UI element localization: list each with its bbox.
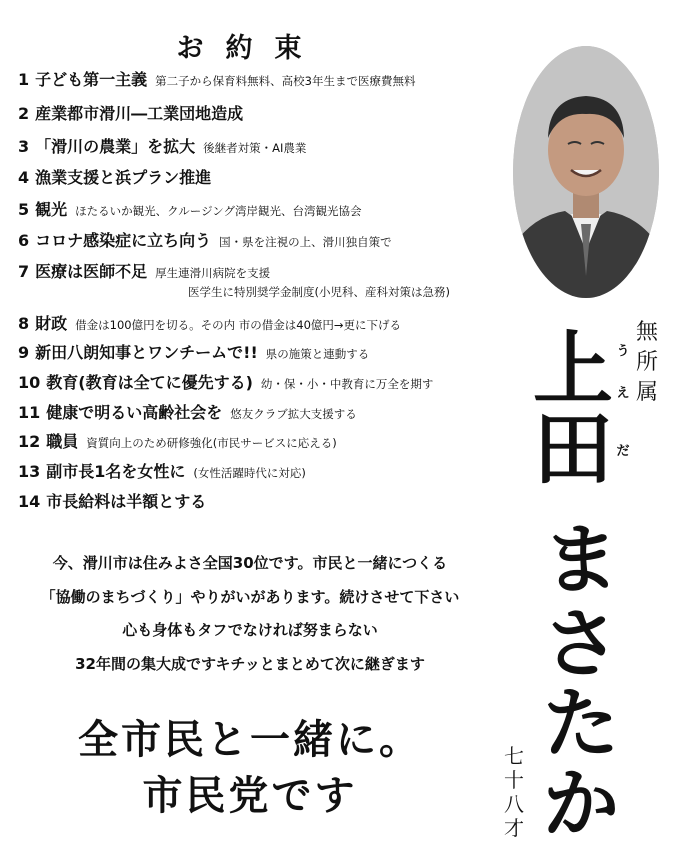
promise-heading: 副市長1名を女性に: [46, 462, 186, 481]
promise-number: 2: [18, 104, 30, 123]
candidate-portrait-icon: [513, 46, 659, 298]
promise-detail-line2: 医学生に特別奨学金制度(小児科、産科対策は急務): [188, 285, 450, 299]
promise-item: [18, 492, 214, 513]
promise-detail: 国・県を注視の上、滑川独自策で: [219, 235, 392, 249]
promise-number: 7: [18, 262, 30, 281]
promise-detail: 第二子から保育料無料、高校3年生まで医療費無料: [155, 74, 416, 88]
promise-heading: 「滑川の農業」を拡大: [35, 137, 196, 156]
promise-item: [18, 168, 219, 189]
affiliation-label: 無 所 属: [635, 320, 658, 405]
promise-heading: 産業都市滑川―工業団地造成: [35, 104, 244, 123]
promise-number: 11: [18, 403, 41, 422]
promise-detail: 厚生連滑川病院を支援: [155, 266, 271, 280]
promise-item: [18, 343, 369, 364]
promise-item: [18, 104, 251, 125]
promise-heading: 健康で明るい高齢社会を: [46, 403, 223, 422]
promise-heading: 教育(教育は全てに優先する): [46, 373, 253, 392]
candidate-given-name: さ: [543, 599, 619, 688]
message-line: 心も身体もタフでなければ努まらない: [122, 621, 378, 639]
promise-number: 13: [18, 462, 41, 481]
promise-number: 5: [18, 200, 30, 219]
promise-number: 14: [18, 492, 41, 511]
message-line: 32年間の集大成ですキチッとまとめて次に継ぎます: [75, 655, 425, 673]
promise-detail: 県の施策と連動する: [265, 347, 370, 361]
promise-heading: 新田八朗知事とワンチームで!!: [35, 343, 258, 362]
promise-number: 8: [18, 314, 30, 333]
candidate-surname: 田: [533, 403, 613, 496]
surname-reading: え: [616, 386, 630, 401]
promise-detail: 資質向上のため研修強化(市民サービスに応える): [86, 436, 337, 450]
candidate-given-name: か: [543, 759, 619, 848]
promise-heading: 財政: [35, 314, 68, 333]
message-line: 「協働のまちづくり」やりがいがあります。続けさせて下さい: [40, 588, 460, 606]
page-title: お約束: [176, 33, 324, 64]
promise-detail: 後継者対策・AI農業: [203, 141, 307, 155]
promise-number: 1: [18, 70, 30, 89]
candidate-surname: 上: [533, 323, 613, 416]
promise-item: [18, 70, 415, 91]
promise-item: [18, 231, 392, 252]
promise-detail: 借金は100億円を切る。その内 市の借金は40億円→更に下げる: [75, 318, 402, 332]
promise-detail: 幼・保・小・中教育に万全を期す: [260, 377, 434, 391]
promise-item: [18, 200, 362, 221]
promise-item: [18, 314, 401, 335]
candidate-photo: [513, 46, 659, 298]
promise-detail: ほたるいか観光、クルージング湾岸観光、台湾観光協会: [75, 204, 362, 218]
promise-heading: 漁業支援と浜プラン推進: [35, 168, 212, 187]
promise-item: [18, 373, 433, 394]
promise-number: 12: [18, 432, 41, 451]
promise-heading: コロナ感染症に立ち向う: [35, 231, 212, 250]
promise-number: 6: [18, 231, 30, 250]
promise-detail: 悠友クラブ拡大支援する: [230, 407, 357, 421]
surname-reading: だ: [616, 444, 630, 459]
promise-heading: 職員: [46, 432, 79, 451]
slogan-line: 全市民と一緒に。: [78, 716, 422, 763]
promise-item: [18, 262, 270, 283]
promise-heading: 医療は医師不足: [35, 262, 148, 281]
promise-heading: 市長給料は半額とする: [46, 492, 207, 511]
promise-number: 3: [18, 137, 30, 156]
candidate-given-name: ま: [543, 515, 619, 604]
surname-reading: う: [616, 344, 630, 359]
promise-item: [18, 462, 306, 483]
promise-item: [18, 403, 357, 424]
promise-heading: 子ども第一主義: [35, 70, 148, 89]
promise-item: [18, 137, 306, 158]
promise-item: [18, 432, 337, 453]
candidate-age: 七 十 八 才: [504, 744, 524, 840]
promise-number: 9: [18, 343, 30, 362]
message-line: 今、滑川市は住みよさ全国30位です。市民と一緒につくる: [52, 554, 448, 572]
promise-detail: (女性活躍時代に対応): [193, 466, 306, 480]
promise-heading: 観光: [35, 200, 68, 219]
candidate-given-name: た: [543, 679, 619, 768]
slogan-line: 市民党です: [142, 772, 358, 819]
promise-number: 10: [18, 373, 41, 392]
promise-number: 4: [18, 168, 30, 187]
